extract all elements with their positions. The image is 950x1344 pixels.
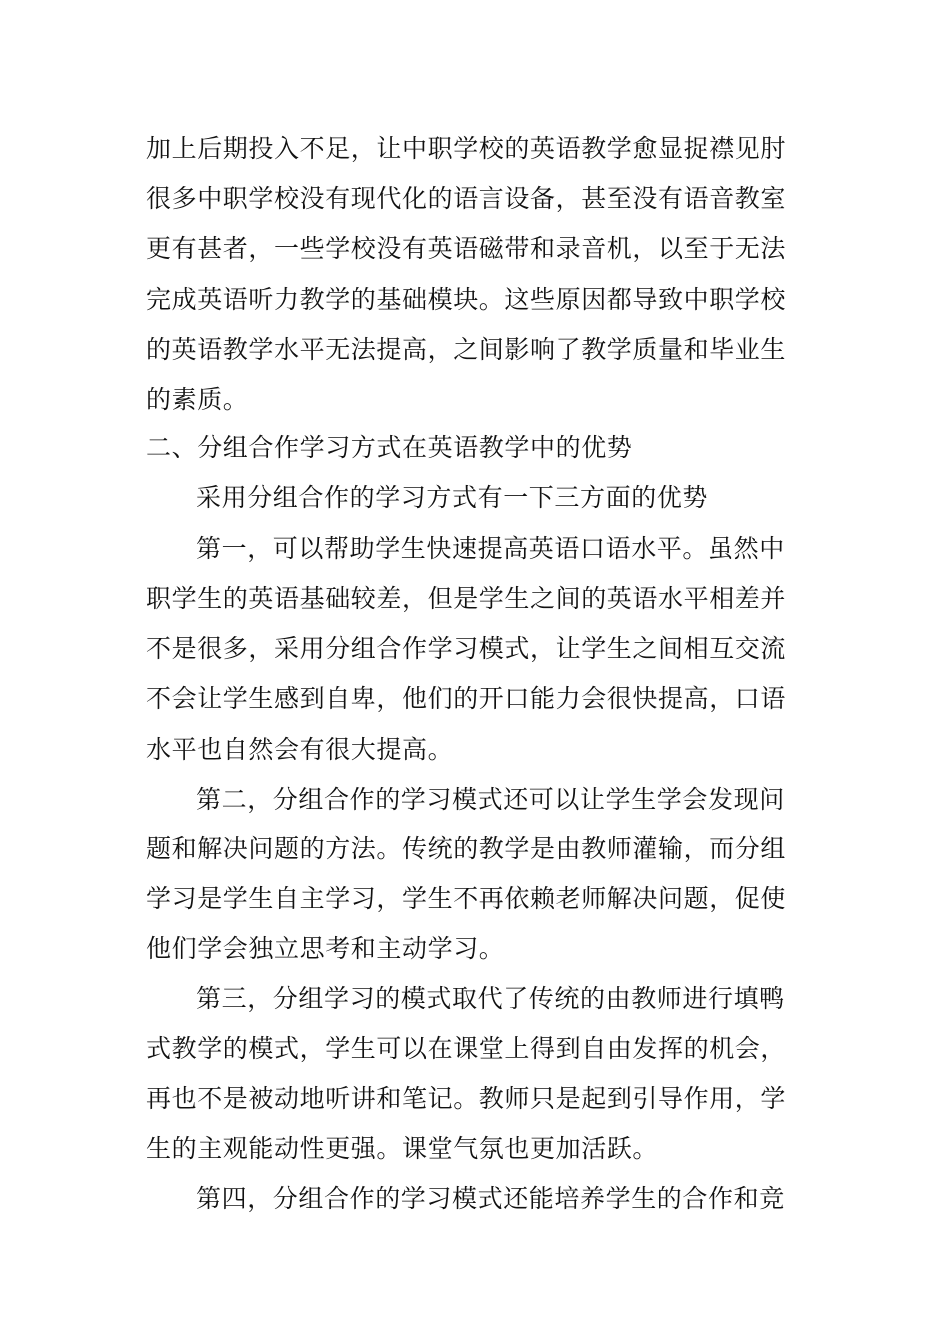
body-text-line: 完成英语听力教学的基础模块。这些原因都导致中职学校 <box>146 285 787 314</box>
body-text-line: 更有甚者，一些学校没有英语磁带和录音机，以至于无法 <box>146 234 787 263</box>
body-text-line: 的素质。 <box>146 385 249 414</box>
body-text-line: 不会让学生感到自卑，他们的开口能力会很快提高，口语 <box>146 684 787 713</box>
body-text-line: 加上后期投入不足，让中职学校的英语教学愈显捉襟见肘 <box>146 134 787 163</box>
body-text-line: 生的主观能动性更强。课堂气氛也更加活跃。 <box>146 1134 659 1163</box>
body-text-line: 第一，可以帮助学生快速提高英语口语水平。虽然中 <box>196 534 785 563</box>
body-text-line: 水平也自然会有很大提高。 <box>146 735 454 764</box>
body-text-line: 很多中职学校没有现代化的语言设备，甚至没有语音教室 <box>146 184 787 213</box>
body-text-line: 再也不是被动地听讲和笔记。教师只是起到引导作用，学 <box>146 1084 787 1113</box>
body-text-line: 学习是学生自主学习，学生不再依赖老师解决问题，促使 <box>146 884 787 913</box>
body-text-line: 他们学会独立思考和主动学习。 <box>146 934 505 963</box>
body-text-line: 职学生的英语基础较差，但是学生之间的英语水平相差并 <box>146 584 787 613</box>
body-text-line: 第四，分组合作的学习模式还能培养学生的合作和竞 <box>196 1184 785 1213</box>
body-text-line: 采用分组合作的学习方式有一下三方面的优势 <box>196 483 709 512</box>
body-text-line: 题和解决问题的方法。传统的教学是由教师灌输，而分组 <box>146 834 787 863</box>
body-text-line: 不是很多，采用分组合作学习模式，让学生之间相互交流 <box>146 634 787 663</box>
body-text-line: 式教学的模式，学生可以在课堂上得到自由发挥的机会， <box>146 1034 787 1063</box>
section-heading: 二、分组合作学习方式在英语教学中的优势 <box>146 433 633 462</box>
body-text-line: 第二，分组合作的学习模式还可以让学生学会发现问 <box>196 785 785 814</box>
body-text-line: 的英语教学水平无法提高，之间影响了教学质量和毕业生 <box>146 335 787 364</box>
body-text-line: 第三，分组学习的模式取代了传统的由教师进行填鸭 <box>196 984 785 1013</box>
